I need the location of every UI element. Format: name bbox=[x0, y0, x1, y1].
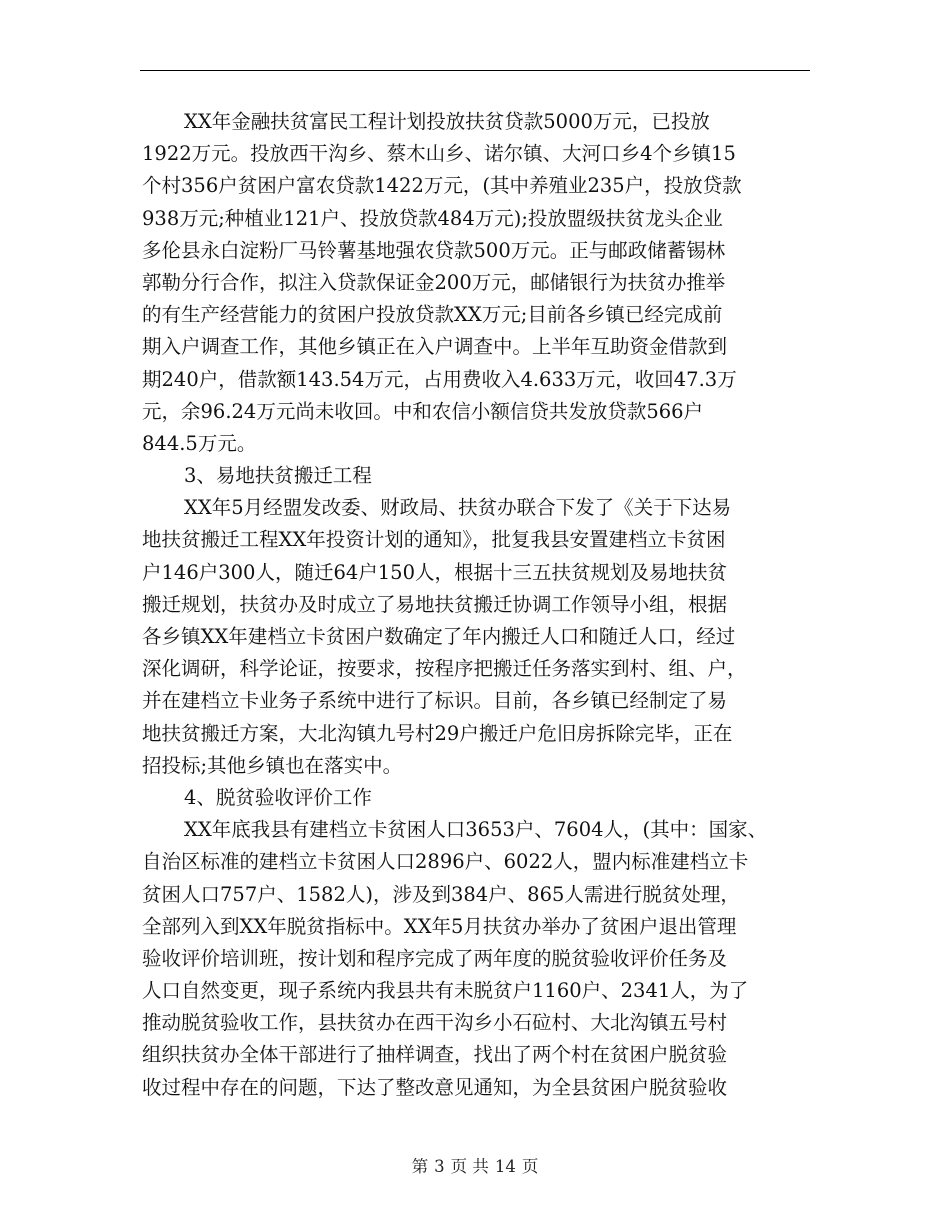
text-line: 户146户300人，随迁64户150人，根据十三五扶贫规划及易地扶贫 bbox=[142, 560, 727, 584]
text-line: 各乡镇XX年建档立卡贫困户数确定了年内搬迁人口和随迁人口，经过 bbox=[142, 625, 736, 648]
text-line: 郭勒分行合作，拟注入贷款保证金200万元，邮储银行为扶贫办推举 bbox=[142, 270, 726, 294]
text-line: 收过程中存在的问题，下达了整改意见通知，为全县贫困户脱贫验收 bbox=[142, 1075, 728, 1099]
text-line: 组织扶贫办全体干部进行了抽样调查，找出了两个村在贫困户脱贫验 bbox=[142, 1043, 728, 1067]
text-line: 全部列入到XX年脱贫指标中。XX年5月扶贫办举办了贫困户退出管理 bbox=[142, 914, 737, 938]
text-line: XX年金融扶贫富民工程计划投放扶贫贷款5000万元，已投放 bbox=[184, 110, 710, 133]
text-line: 期入户调查工作，其他乡镇正在入户调查中。上半年互助资金借款到 bbox=[142, 335, 728, 359]
section-heading-relocation: 3、易地扶贫搬迁工程 bbox=[184, 464, 372, 488]
section-heading-acceptance: 4、脱贫验收评价工作 bbox=[184, 785, 372, 809]
document-body bbox=[142, 106, 810, 1104]
page-number: 3 bbox=[434, 1157, 445, 1176]
text-line: 的有生产经营能力的贫困户投放贷款XX万元;目前各乡镇已经完成前 bbox=[142, 303, 723, 327]
text-line: 938万元;种植业121户、投放贷款484万元);投放盟级扶贫龙头企业 bbox=[142, 206, 723, 230]
paragraph-relocation-project bbox=[142, 492, 810, 782]
text-line: 自治区标准的建档立卡贫困人口2896户、6022人，盟内标准建档立卡 bbox=[142, 850, 749, 874]
footer-middle: 页 共 bbox=[450, 1157, 489, 1176]
text-line: 并在建档立卡业务子系统中进行了标识。目前，各乡镇已经制定了易 bbox=[142, 689, 728, 713]
text-line: 元，余96.24万元尚未收回。中和农信小额信贷共发放贷款566户 bbox=[142, 399, 704, 423]
footer-suffix: 页 bbox=[521, 1157, 539, 1176]
text-line: 验收评价培训班，按计划和程序完成了两年度的脱贫验收评价任务及 bbox=[142, 946, 728, 970]
text-line: XX年5月经盟发改委、财政局、扶贫办联合下发了《关于下达易 bbox=[184, 496, 732, 520]
text-line: 844.5万元。 bbox=[142, 431, 257, 455]
paragraph-finance-poverty-loans bbox=[142, 106, 810, 460]
total-pages: 14 bbox=[494, 1157, 516, 1176]
text-line: 人口自然变更，现子系统内我县共有未脱贫户1160户、2341人，为了 bbox=[142, 979, 749, 1003]
text-line: 多伦县永白淀粉厂马铃薯基地强农贷款500万元。正与邮政储蓄锡林 bbox=[142, 238, 726, 262]
text-line: 个村356户贫困户富农贷款1422万元，(其中养殖业235户，投放贷款 bbox=[142, 174, 742, 198]
text-line: 深化调研，科学论证，按要求，按程序把搬迁任务落实到村、组、户， bbox=[142, 657, 747, 681]
footer-prefix: 第 bbox=[411, 1157, 429, 1176]
text-line: 招投标;其他乡镇也在落实中。 bbox=[142, 753, 403, 777]
text-line: 推动脱贫验收工作，县扶贫办在西干沟乡小石砬村、大北沟镇五号村 bbox=[142, 1011, 728, 1035]
text-line: XX年底我县有建档立卡贫困人口3653户、7604人，(其中：国家、 bbox=[184, 818, 768, 842]
text-line: 搬迁规划，扶贫办及时成立了易地扶贫搬迁协调工作领导小组，根据 bbox=[142, 592, 728, 616]
text-line: 地扶贫搬迁工程XX年投资计划的通知》，批复我县安置建档立卡贫困 bbox=[142, 528, 726, 552]
header-rule bbox=[140, 70, 810, 71]
text-line: 贫困人口757户、1582人)，涉及到384户、865人需进行脱贫处理， bbox=[142, 882, 740, 906]
paragraph-acceptance-evaluation bbox=[142, 814, 810, 1104]
text-line: 1922万元。投放西干沟乡、蔡木山乡、诺尔镇、大河口乡4个乡镇15 bbox=[142, 142, 736, 166]
text-line: 期240户，借款额143.54万元，占用费收入4.633万元，收回47.3万 bbox=[142, 367, 737, 391]
page-footer bbox=[0, 1153, 950, 1177]
text-line: 地扶贫搬迁方案，大北沟镇九号村29户搬迁户危旧房拆除完毕，正在 bbox=[142, 721, 733, 745]
